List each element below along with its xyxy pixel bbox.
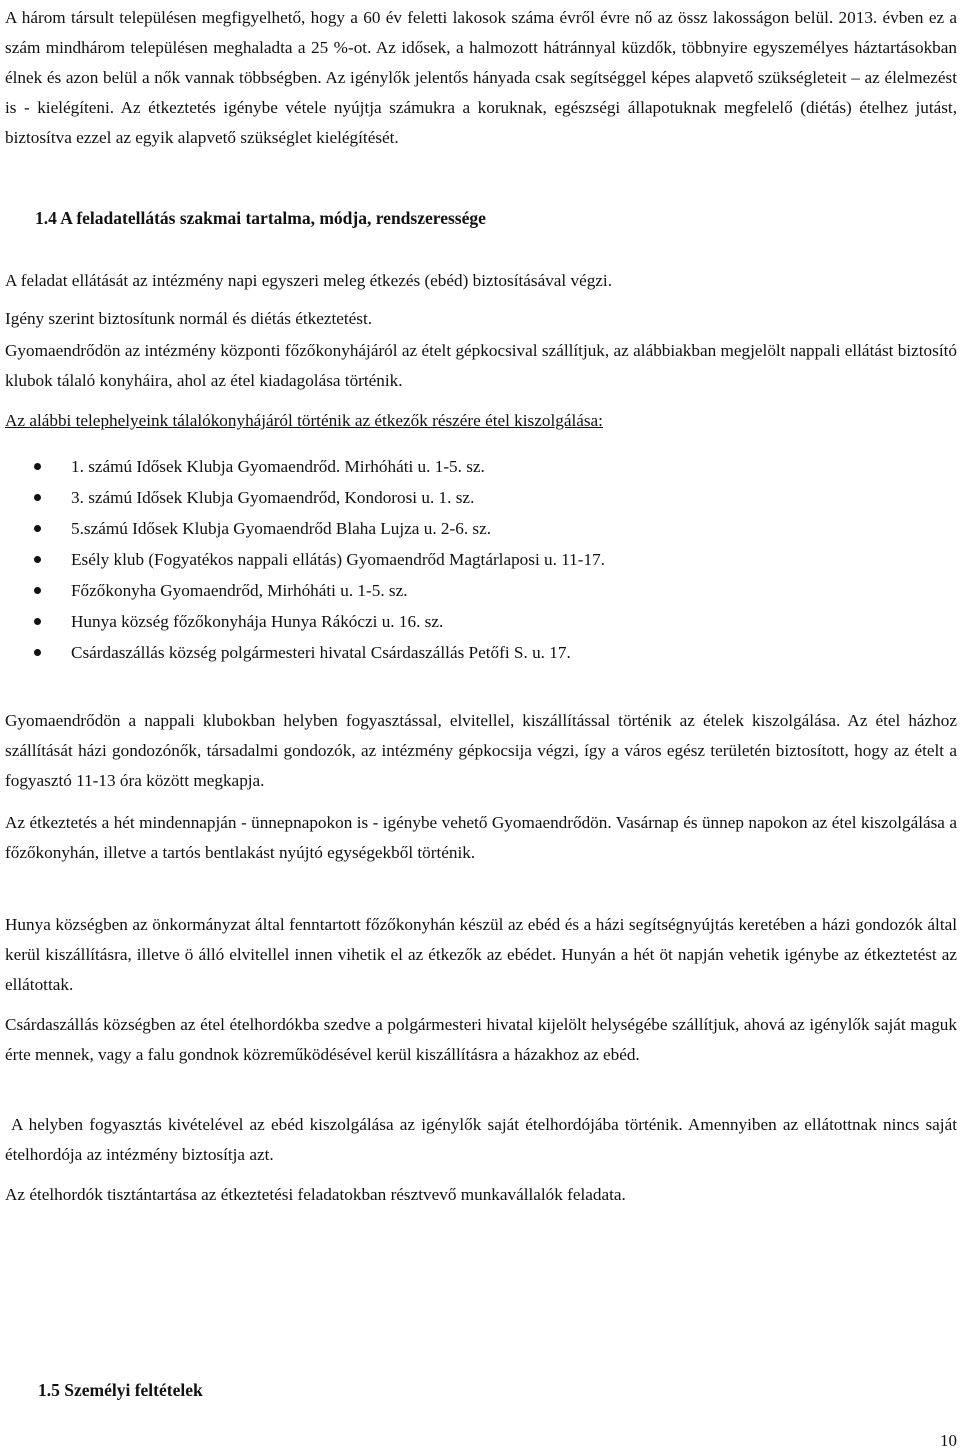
- bullet-icon: [34, 525, 41, 532]
- bullet-icon: [34, 649, 41, 656]
- paragraph-weekly-availability: Az étkeztetés a hét mindennapján - ünnepnapokon is - igénybe vehető Gyomaendrődön. Vasárnap és ünnep napokon az étel kiszolgálása a főzőkonyhán, illetve a tartós bentlakást nyújtó egységekből történik.: [5, 813, 957, 862]
- bullet-icon: [34, 618, 41, 625]
- site-list: [5, 451, 957, 668]
- paragraph-diet-options: Igény szerint biztosítunk normál és diétás étkeztetést.: [5, 309, 373, 328]
- list-item: 5.számú Idősek Klubja Gyomaendrőd Blaha Lujza u. 2-6. sz.: [5, 513, 957, 544]
- paragraph-gyomaendrod-service: Gyomaendrődön a nappali klubokban helyben fogyasztással, elvitellel, kiszállítással történik az ételek kiszolgálása. Az étel házhoz szállítását házi gondozónők, társadalmi gondozók, az intézmény gépkocsija végzi, így a város egész területén biztosított, hogy az ételt a fogyasztó 11-13 óra között megkapja.: [5, 711, 957, 790]
- paragraph-container-cleaning: Az ételhordók tisztántartása az étkeztetési feladatokban résztvevő munkavállalók feladata.: [5, 1185, 626, 1204]
- paragraph-daily-meal: A feladat ellátását az intézmény napi egyszeri meleg étkezés (ebéd) biztosításával végzi.: [5, 271, 613, 290]
- intro-paragraph: A három társult településen megfigyelhető, hogy a 60 év feletti lakosok száma évről évre nő az össz lakosságon belül. 2013. évben ez a szám mindhárom településen meghaladta a 25 %-ot. Az idősek, a halmozott hátránnyal küzdők, többnyire egyszemélyes háztartásokban élnek és azon belül a nők vannak többségben. Az igénylők jelentős hányada csak segítséggel képes alapvető szükségleteit – az élelmezést is - kielégíteni. Az étkeztetés igénybe vétele nyújtja számukra a koruknak, egészségi állapotuknak megfelelő (diétás) ételhez jutást, biztosítva ezzel az egyik alapvető szükséglet kielégítését.: [5, 8, 957, 147]
- section-heading-1-4: 1.4 A feladatellátás szakmai tartalma, módja, rendszeressége: [35, 208, 486, 228]
- list-item: Főzőkonyha Gyomaendrőd, Mirhóháti u. 1-5. sz.: [5, 575, 957, 606]
- paragraph-hunya: Hunya községben az önkormányzat által fenntartott főzőkonyhán készül az ebéd és a házi segítségnyújtás keretében a házi gondozók által kerül kiszállításra, illetve ö álló elvitellel innen vihetik el az étkezők az ebédet. Hunyán a hét öt napján vehetik igénybe az étkeztetést az ellátottak.: [5, 915, 957, 994]
- page-number: 10: [940, 1431, 957, 1450]
- bullet-icon: [34, 556, 41, 563]
- bullet-icon: [34, 463, 41, 470]
- list-item: Hunya község főzőkonyhája Hunya Rákóczi u. 16. sz.: [5, 606, 957, 637]
- bullet-icon: [34, 494, 41, 501]
- bullet-icon: [34, 587, 41, 594]
- paragraph-food-containers: A helyben fogyasztás kivételével az ebéd kiszolgálása az igénylők saját ételhordójába történik. Amennyiben az ellátottnak nincs saját ételhordója az intézmény biztosítja azt.: [5, 1115, 957, 1164]
- list-item: Esély klub (Fogyatékos nappali ellátás) Gyomaendrőd Magtárlaposi u. 11-17.: [5, 544, 957, 575]
- list-item: Csárdaszállás község polgármesteri hivatal Csárdaszállás Petőfi S. u. 17.: [5, 637, 957, 668]
- paragraph-csardaszallas: Csárdaszállás községben az étel ételhordókba szedve a polgármesteri hivatal kijelölt helységébe szállítjuk, ahová az igénylők saját maguk érte mennek, vagy a falu gondnok közreműködésével kerül kiszállításra a házakhoz az ebéd.: [5, 1015, 957, 1064]
- list-item: 3. számú Idősek Klubja Gyomaendrőd, Kondorosi u. 1. sz.: [5, 482, 957, 513]
- list-intro-underlined: Az alábbi telephelyeink tálalókonyhájáról történik az étkezők részére étel kiszolgálása:: [5, 411, 603, 430]
- list-item: 1. számú Idősek Klubja Gyomaendrőd. Mirhóháti u. 1-5. sz.: [5, 451, 957, 482]
- section-heading-1-5: 1.5 Személyi feltételek: [38, 1380, 203, 1400]
- paragraph-central-kitchen: Gyomaendrődön az intézmény központi főzőkonyhájáról az ételt gépkocsival szállítjuk, az alábbiakban megjelölt nappali ellátást biztosító klubok tálaló konyháira, ahol az étel kiadagolása történik.: [5, 341, 957, 390]
